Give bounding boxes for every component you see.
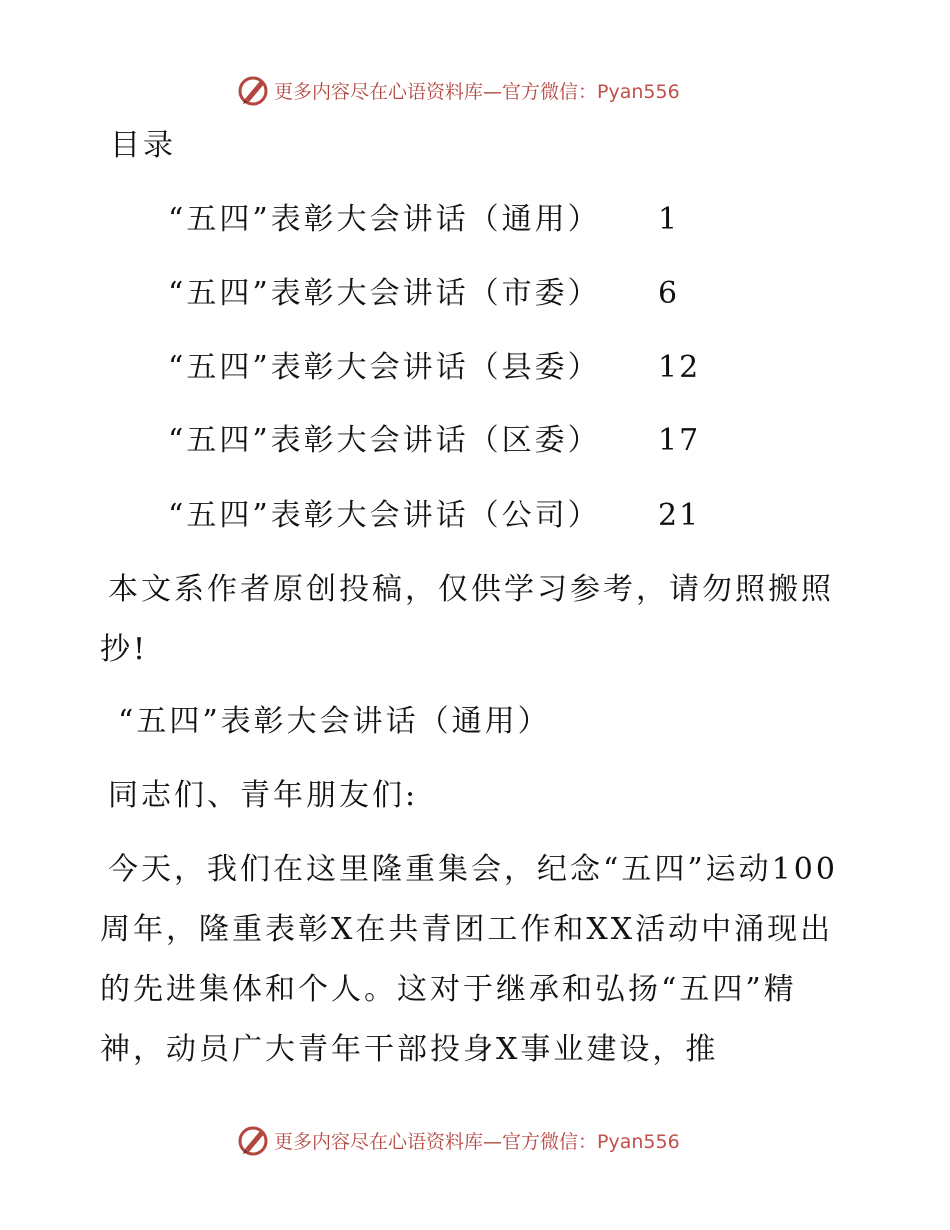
watermark-separator: — (483, 80, 503, 103)
watermark-header (236, 72, 680, 108)
toc-item-label: “五四”表彰大会讲话（通用） (168, 202, 601, 237)
pen-logo-icon (236, 73, 270, 107)
watermark-separator: — (483, 1130, 503, 1153)
watermark-label: 官方微信： (502, 1130, 598, 1153)
watermark-text (274, 1127, 680, 1154)
watermark-footer (236, 1122, 680, 1158)
toc-item-page: 6 (658, 276, 680, 311)
toc-item[interactable] (168, 274, 680, 314)
watermark-site: 更多内容尽在心语资料库 (274, 1130, 484, 1153)
toc-item[interactable] (168, 348, 701, 388)
watermark-label: 官方微信： (502, 80, 598, 103)
toc-item[interactable] (168, 421, 701, 461)
toc-item[interactable] (168, 200, 680, 240)
toc-item-page: 21 (658, 498, 701, 533)
toc-item-label: “五四”表彰大会讲话（市委） (168, 276, 601, 311)
toc-item-label: “五四”表彰大会讲话（公司） (168, 498, 601, 533)
toc-item[interactable] (168, 496, 701, 536)
copyright-notice: 本文系作者原创投稿，仅供学习参考，请勿照搬照抄! (100, 572, 834, 667)
toc-item-label: “五四”表彰大会讲话（县委） (168, 350, 601, 385)
watermark-handle: Pyan556 (597, 1130, 680, 1153)
toc-title: 目录 (110, 128, 176, 163)
watermark-text (274, 77, 680, 104)
toc-item-label: “五四”表彰大会讲话（区委） (168, 423, 601, 458)
body-paragraph: 今天，我们在这里隆重集会，纪念“五四”运动100周年，隆重表彰X在共青团工作和XX活动中涌现出的先进集体和个人。这对于继承和弘扬“五四”精神，动员广大青年干部投身X事业建设，推 (100, 852, 838, 1067)
section-title: “五四”表彰大会讲话（通用） (118, 704, 551, 739)
toc-item-page: 17 (658, 423, 701, 458)
toc-item-page: 1 (658, 202, 680, 237)
watermark-site: 更多内容尽在心语资料库 (274, 80, 484, 103)
salutation: 同志们、青年朋友们: (108, 778, 419, 813)
pen-logo-icon (236, 1123, 270, 1157)
watermark-handle: Pyan556 (597, 80, 680, 103)
toc-item-page: 12 (658, 350, 701, 385)
